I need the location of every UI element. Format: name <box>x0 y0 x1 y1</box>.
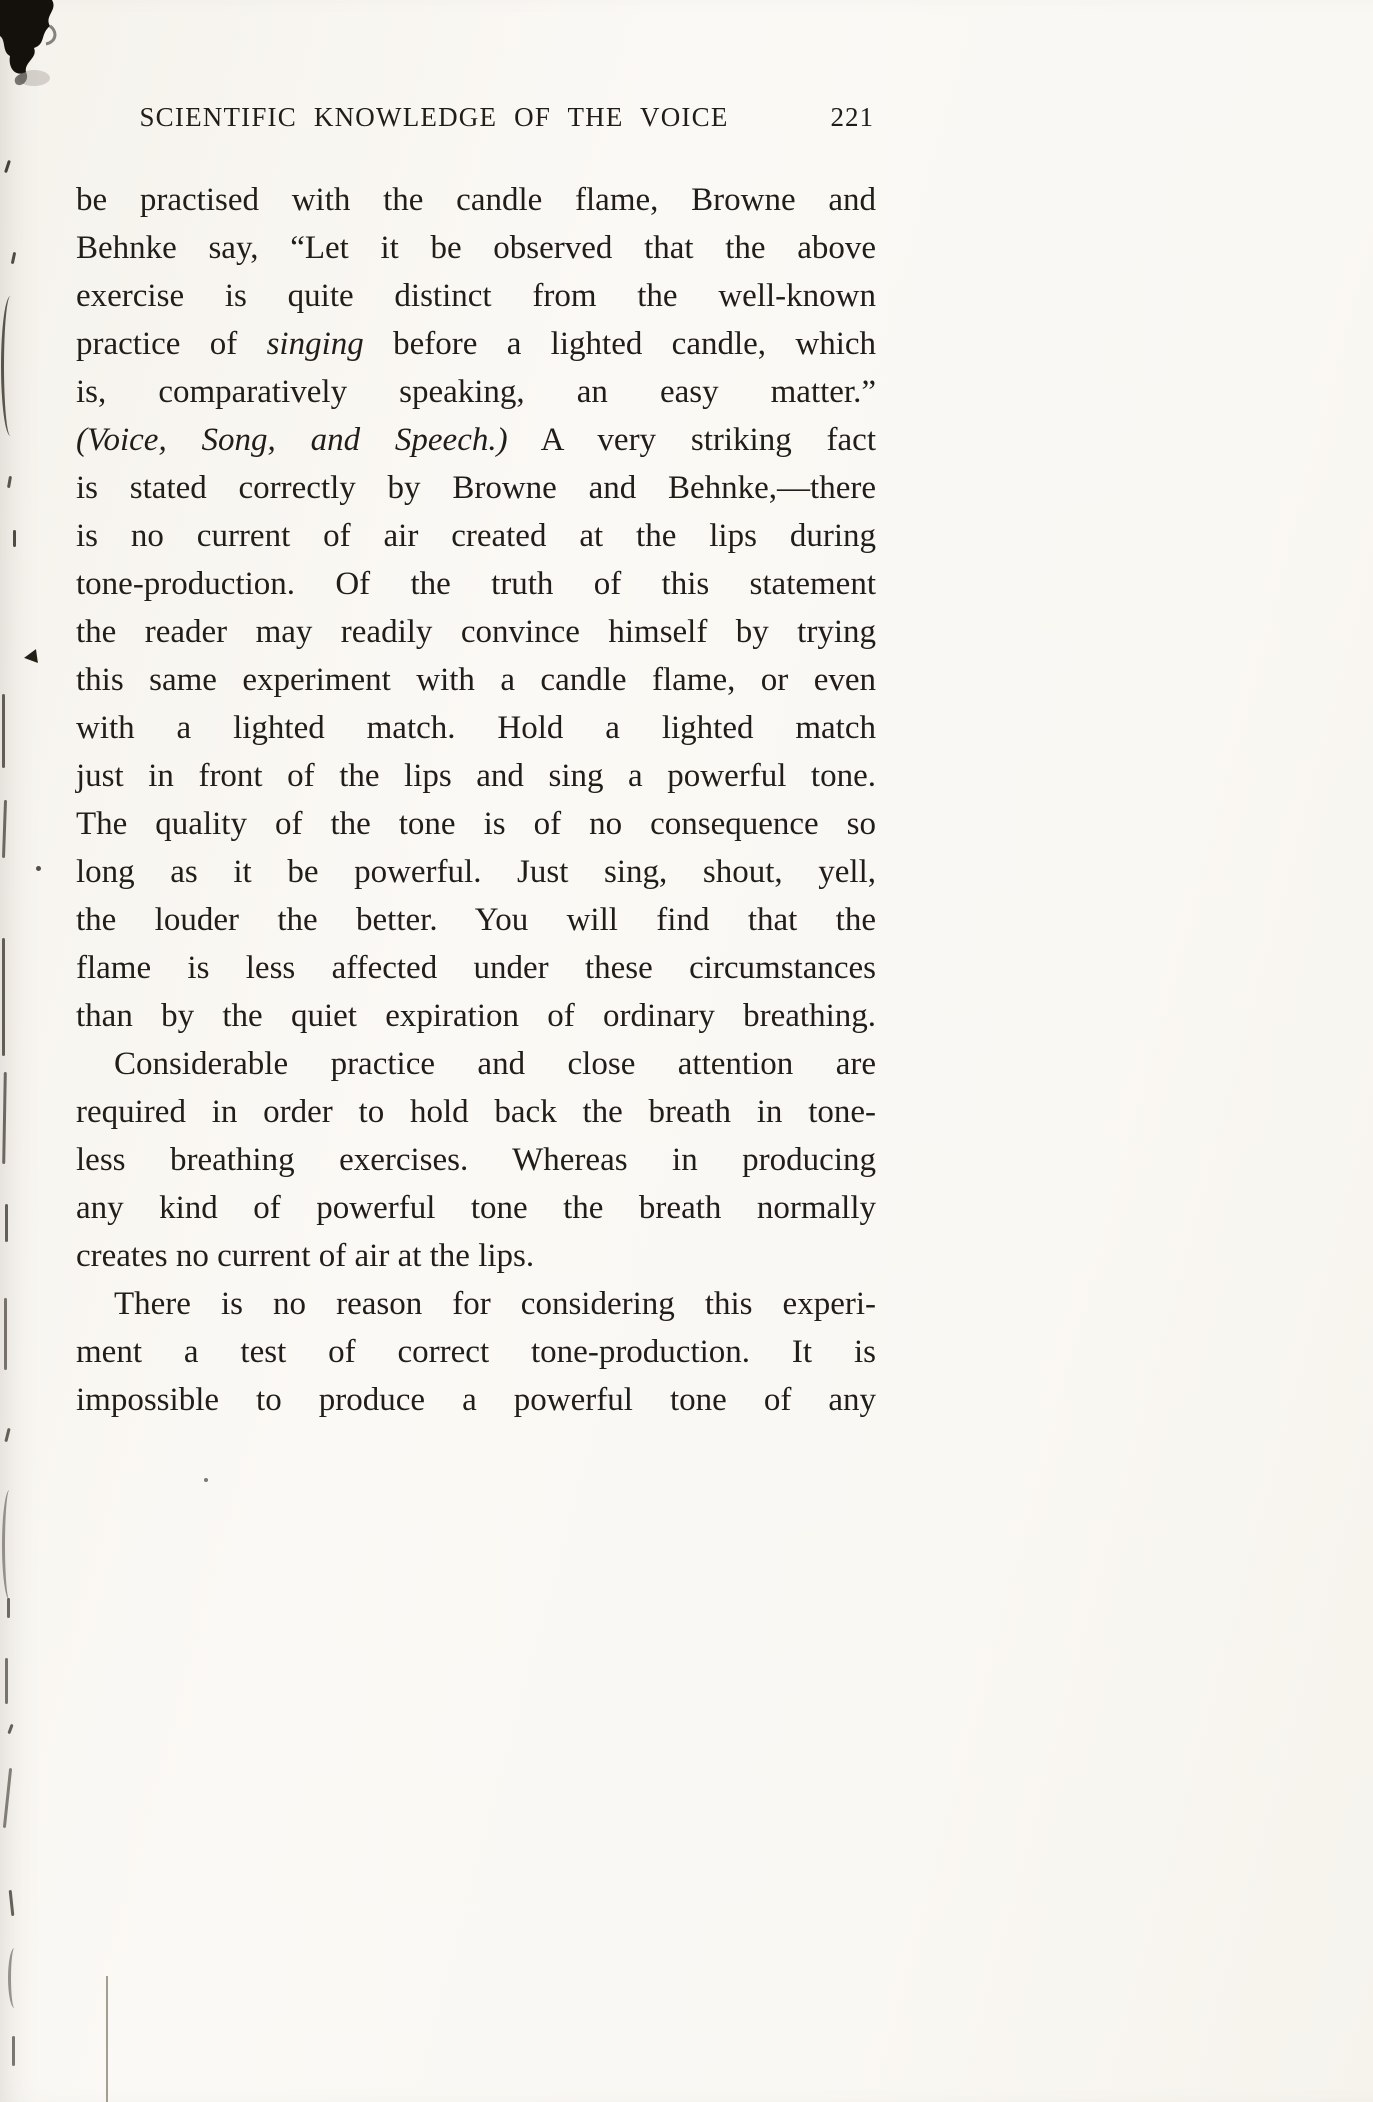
text-line <box>76 464 876 512</box>
italic-text: singing <box>266 326 364 362</box>
text-line <box>76 176 876 224</box>
text-line <box>76 1184 876 1232</box>
scan-artifact <box>8 1948 21 2008</box>
text-line <box>76 320 876 368</box>
scan-artifact <box>5 1204 8 1242</box>
body-text: long as it be powerful. Just sing, shout, yell, <box>76 854 876 890</box>
body-text: tone-production. Of the truth of this statement <box>76 566 876 602</box>
scan-artifact <box>204 1478 208 1482</box>
body-text: exercise is quite distinct from the well-known <box>76 278 876 314</box>
page-number: 221 <box>830 102 874 132</box>
text-line <box>76 1136 876 1184</box>
body-text: just in front of the lips and sing a powerful tone. <box>76 758 876 794</box>
text-line <box>76 1088 876 1136</box>
text-line <box>76 560 876 608</box>
body-text: Behnke say, “Let it be observed that the above <box>76 230 876 266</box>
body-text: required in order to hold back the breath in tone- <box>76 1094 876 1130</box>
text-line <box>76 848 876 896</box>
page-title: SCIENTIFIC KNOWLEDGE OF THE VOICE <box>139 102 729 132</box>
body-text: be practised with the candle flame, Browne and <box>76 182 876 218</box>
scan-artifact <box>7 1598 10 1618</box>
body-text: There is no reason for considering this experi- <box>114 1286 876 1322</box>
scan-artifact <box>1 296 20 436</box>
text-line <box>76 1328 876 1376</box>
body-text: is, comparatively speaking, an easy matter.” <box>76 374 876 410</box>
text-line <box>76 752 876 800</box>
body-text: the reader may readily convince himself by trying <box>76 614 876 650</box>
scan-artifact <box>5 1658 8 1704</box>
body-text: before a lighted candle, which <box>363 326 877 362</box>
text-line <box>76 704 876 752</box>
scan-artifact <box>3 1768 12 1828</box>
body-text: the louder the better. You will find that the <box>76 902 876 938</box>
body-text: The quality of the tone is of no consequence so <box>76 806 876 842</box>
body-text: Considerable practice and close attention are <box>114 1046 876 1082</box>
text-line <box>76 368 876 416</box>
body-text: is stated correctly by Browne and Behnke,—there <box>76 470 876 506</box>
scan-artifact <box>2 1490 17 1600</box>
scan-artifact <box>2 938 5 1056</box>
text-line <box>76 1376 876 1424</box>
text-block <box>76 176 876 1424</box>
body-text: impossible to produce a powerful tone of any <box>76 1382 876 1418</box>
ink-blob <box>0 0 74 96</box>
scan-artifact <box>23 649 38 665</box>
body-text: practice of <box>76 326 267 362</box>
text-line <box>76 992 876 1040</box>
text-line <box>76 944 876 992</box>
scan-artifact <box>9 1890 15 1916</box>
scan-artifact <box>4 1428 10 1442</box>
page-edge-line <box>106 1976 108 2102</box>
scan-artifact <box>36 866 41 871</box>
text-line <box>76 800 876 848</box>
scan-artifact <box>4 160 11 173</box>
body-text: this same experiment with a candle flame, or even <box>76 662 876 698</box>
body-text: any kind of powerful tone the breath normally <box>76 1190 876 1226</box>
scan-artifact <box>12 2036 15 2066</box>
scan-artifact <box>2 1072 7 1164</box>
text-line <box>76 1040 876 1088</box>
text-line <box>76 272 876 320</box>
text-line <box>76 896 876 944</box>
body-text: with a lighted match. Hold a lighted match <box>76 710 876 746</box>
scan-artifact <box>2 800 7 858</box>
body-text: ment a test of correct tone-production. It is <box>76 1334 876 1370</box>
body-text: A very striking fact <box>507 422 876 458</box>
body-text: is no current of air created at the lips during <box>76 518 876 554</box>
scan-artifact <box>7 476 12 488</box>
scan-artifact <box>11 252 16 264</box>
body-text: less breathing exercises. Whereas in producing <box>76 1142 876 1178</box>
scan-artifact <box>7 1724 13 1734</box>
running-header <box>78 102 876 144</box>
text-line <box>76 656 876 704</box>
scan-artifact <box>2 694 5 768</box>
text-line <box>76 224 876 272</box>
scan-artifact <box>13 530 16 547</box>
body-text: than by the quiet expiration of ordinary breathing. <box>76 998 876 1034</box>
text-line <box>76 416 876 464</box>
italic-text: (Voice, Song, and Speech.) <box>76 422 508 458</box>
text-line <box>76 512 876 560</box>
text-line <box>76 608 876 656</box>
body-text: creates no current of air at the lips. <box>76 1238 535 1274</box>
scan-artifact <box>4 1298 7 1370</box>
text-line <box>76 1232 876 1280</box>
text-line <box>76 1280 876 1328</box>
body-text: flame is less affected under these circumstances <box>76 950 876 986</box>
